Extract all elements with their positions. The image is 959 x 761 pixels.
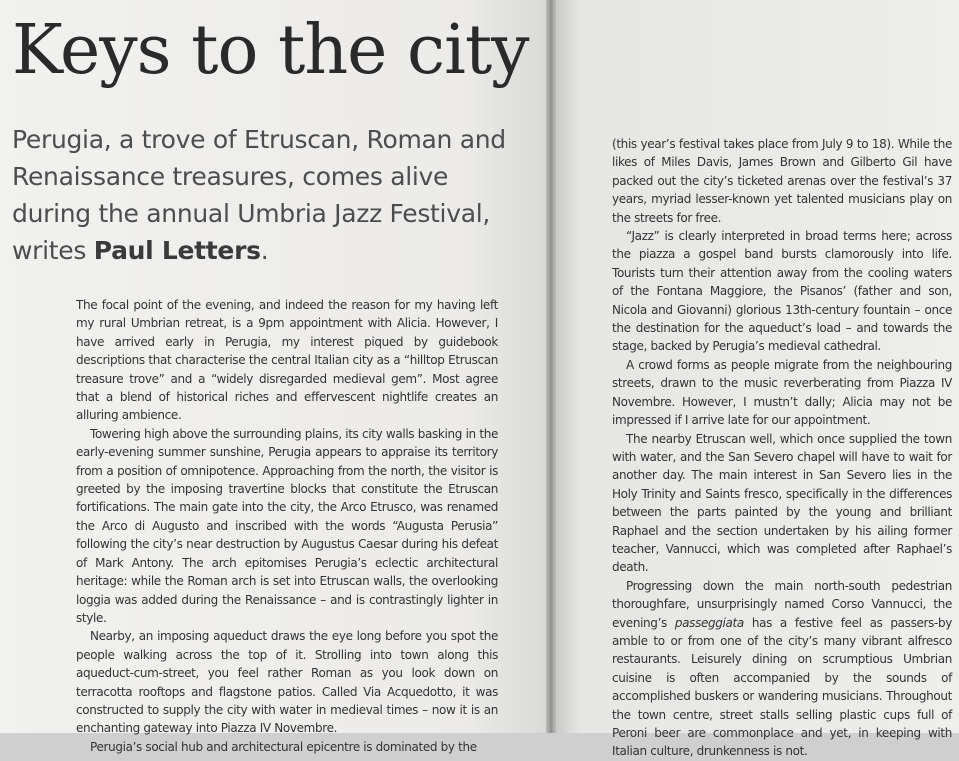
paragraph: Perugia’s social hub and architectural epicentre is dominated by the — [90, 739, 477, 754]
italic-term: passeggiata — [674, 615, 744, 630]
paragraph: Nearby, an imposing aqueduct draws the eye long before you spot the people walking across the top of it. Strolling into town along this aqueduct-cum-street, you feel rather Roman as you look down on terracotta rooftops and flagstone patios. Called Via Acquedotto, it was constructed to supply the city with water in medieval times – now it is an enchanting gateway into Piazza IV Novembre. — [76, 629, 498, 736]
paragraph: “Jazz” is clearly interpreted in broad terms here; across the piazza a gospel band bursts clamorously into life. Tourists turn their attention away from the cooling waters of the Fontana Maggiore, the Pisanos’ (father and son, Nicola and Giovanni) glorious 13th-century fountain – once the destination for the aqueduct’s load – and towards the stage, backed by Perugia’s medieval cathedral. — [612, 229, 952, 354]
paragraph: A crowd forms as people migrate from the neighbouring streets, drawn to the music reverberating from Piazza IV Novembre. However, I mustn’t dally; Alicia may not be impressed if I arrive late for our appointment. — [612, 357, 952, 428]
standfirst — [12, 121, 532, 269]
standfirst-end: . — [260, 236, 269, 265]
author-name: Paul Letters — [93, 236, 261, 265]
article-title: Keys to the city — [12, 11, 529, 90]
left-body-column — [76, 296, 498, 756]
text-span: Progressing down the main north-south pedestrian thoroughfare, unsurprisingly named Corso Vannucci, the evening’s — [612, 578, 952, 630]
right-body-column — [612, 135, 952, 761]
paragraph: The nearby Etruscan well, which once supplied the town with water, and the San Severo chapel will have to wait for another day. The main interest in San Severo lies in the Holy Trinity and Saints fresco, specifically in the differences between the parts painted by the young and brilliant Raphael and the section undertaken by his ailing former teacher, Vannucci, which was completed after Raphael’s death. — [612, 431, 952, 575]
standfirst-text: Perugia, a trove of Etruscan, Roman and Renaissance treasures, comes alive during the annual Umbria Jazz Festival, writes — [12, 125, 506, 265]
paragraph — [612, 577, 952, 761]
paragraph: The focal point of the evening, and indeed the reason for my having left my rural Umbrian retreat, is a 9pm appointment with Alicia. However, I have arrived early in Perugia, my interest piqued by guidebook descriptions that characterise the central Italian city as a “hilltop Etruscan treasure trove” and a “widely disregarded medieval gem”. Most agree that a blend of historical riches and effervescent nightlife creates an alluring ambience. — [76, 298, 498, 423]
paragraph: (this year’s festival takes place from July 9 to 18). While the likes of Miles Davis, James Brown and Gilberto Gil have packed out the city’s ticketed arenas over the festival’s 37 years, myriad lesser-known yet talented musicians play on the streets for free. — [612, 137, 952, 225]
text-span: has a festive feel as passers-by amble to or from one of the city’s many vibrant alfresco restaurants. Leisurely dining on scrumptious Umbrian cuisine is often accompanied by the sounds of accomplished buskers or wandering musicians. Throughout the town centre, street stalls selling plastic cups full of Peroni beer are commonplace and yet, in keeping with Italian culture, drunkenness is not. — [612, 615, 952, 759]
paragraph: Towering high above the surrounding plains, its city walls basking in the early-evening summer sunshine, Perugia appears to appraise its territory from a position of omnipotence. Approaching from the north, the visitor is greeted by the imposing travertine blocks that constitute the Etruscan fortifications. The main gate into the city, the Arco Etrusco, was renamed the Arco di Augusto and inscribed with the words “Augusta Perusia” following the city’s near destruction by Augustus Caesar during his defeat of Mark Antony. The arch epitomises Perugia’s eclectic architectural heritage: while the Roman arch is set into Etruscan walls, the overlooking loggia was added during the Renaissance – and is contrastingly lighter in style. — [76, 426, 498, 625]
